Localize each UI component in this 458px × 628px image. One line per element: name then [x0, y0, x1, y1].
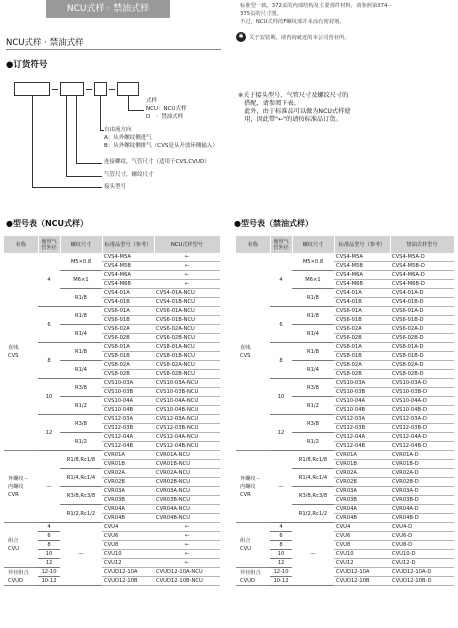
tube-od-cell: 8: [38, 541, 60, 550]
standard-model-cell: CVS8-01A: [102, 343, 154, 352]
standard-model-cell: CVS12-04B: [102, 442, 154, 451]
spec-model-cell: CVS12-04B-D: [390, 442, 454, 451]
thread-size-cell: R1/8: [292, 289, 334, 307]
group-name-cell: [4, 451, 38, 523]
spec-model-cell: CVS6-01B-NCU: [154, 316, 220, 325]
standard-model-cell: CVS6-02A: [334, 325, 390, 334]
standard-model-cell: CVS8-02A: [102, 361, 154, 370]
standard-model-cell: CVU8: [102, 541, 154, 550]
tube-od-cell: 10-12: [38, 577, 60, 586]
thread-size-cell: R1/4,Rc1/4: [292, 469, 334, 487]
tube-od-cell: 12: [38, 415, 60, 451]
standard-model-cell: CVU4: [334, 523, 390, 532]
spec-model-cell: ←: [154, 550, 220, 559]
standard-model-cell: CVU6: [102, 532, 154, 541]
standard-model-cell: CVS8-01A: [334, 343, 390, 352]
flow-title: 自由流方向: [104, 127, 132, 133]
spec-model-cell: CVS12-03A-D: [390, 415, 454, 424]
spec-model-cell: CVU12-D: [390, 559, 454, 568]
table-row: [236, 568, 454, 577]
spec-model-cell: CVS12-04B-NCU: [154, 442, 220, 451]
spec-model-cell: CVS12-04A-NCU: [154, 433, 220, 442]
spec-model-cell: CVUD12-10B-D: [390, 577, 454, 586]
thread-size-cell: R1/8: [292, 307, 334, 325]
spec-model-cell: CVS4-M5B-D: [390, 262, 454, 271]
standard-model-cell: CVS8-02B: [102, 370, 154, 379]
spec-model-cell: CVR04A-NCU: [154, 505, 220, 514]
d-table-title: ●型号表（禁油式样）: [234, 219, 313, 228]
standard-model-cell: CVR01A: [334, 451, 390, 460]
spec-model-cell: CVS6-02A-D: [390, 325, 454, 334]
standard-model-cell: CVS12-04A: [334, 433, 390, 442]
standard-model-cell: CVS10-03A: [334, 379, 390, 388]
standard-model-cell: CVU10: [102, 550, 154, 559]
standard-model-cell: CVS4-M6A: [102, 271, 154, 280]
tube-od-cell: 6: [270, 307, 292, 343]
standard-model-cell: CVU8: [334, 541, 390, 550]
spec-model-cell: ←: [154, 253, 220, 262]
order-code-heading: ●订货符号: [6, 60, 48, 70]
thread-size-cell: R1/4,Rc1/4: [60, 469, 102, 487]
spec-model-cell: CVS4-M6A-D: [390, 271, 454, 280]
standard-model-cell: CVR02A: [102, 469, 154, 478]
table-row: [236, 253, 454, 262]
group-name-line: 直线: [240, 344, 251, 351]
spec-model-cell: CVR03A-NCU: [154, 487, 220, 496]
spec-model-cell: CVR01A-NCU: [154, 451, 220, 460]
spec-model-cell: CVR02A-D: [390, 469, 454, 478]
spec-model-cell: CVS10-03B-NCU: [154, 388, 220, 397]
standard-model-cell: CVS6-02B: [334, 334, 390, 343]
thread-size-cell: R1/2: [292, 433, 334, 451]
standard-model-cell: CVR03A: [102, 487, 154, 496]
group-name-line: 外螺纹－: [8, 475, 29, 482]
section-tab: NCU式样 · 禁油式样: [46, 0, 170, 18]
thread-size-cell: R1/8: [60, 343, 102, 361]
spec-model-cell: CVS6-02B-NCU: [154, 334, 220, 343]
thread-size-cell: R1/8: [292, 343, 334, 361]
spec-model-cell: CVS8-02B-D: [390, 370, 454, 379]
standard-model-cell: CVR02B: [334, 478, 390, 487]
spec-model-cell: CVUD12-10A-NCU: [154, 568, 220, 577]
standard-model-cell: CVS12-04A: [102, 433, 154, 442]
spec-model-cell: CVUD12-10B-NCU: [154, 577, 220, 586]
standard-model-cell: CVS10-03A: [102, 379, 154, 388]
spec-model-cell: CVS8-01B-NCU: [154, 352, 220, 361]
standard-model-cell: CVS4-01B: [102, 298, 154, 307]
spec-model-cell: CVS4-01A-NCU: [154, 289, 220, 298]
standard-model-cell: CVS4-01A: [102, 289, 154, 298]
spec-model-cell: CVS10-03B-D: [390, 388, 454, 397]
spec-model-cell: CVS6-02B-D: [390, 334, 454, 343]
group-name-line: CVS: [240, 352, 251, 359]
thread-size-cell: R1/8: [60, 289, 102, 307]
spec-model-cell: CVS4-M6B-D: [390, 280, 454, 289]
spec-model-cell: CVS8-01B-D: [390, 352, 454, 361]
tube-od-cell: 6: [38, 532, 60, 541]
tube-od-cell: 10: [38, 550, 60, 559]
standard-model-cell: CVS12-03A: [102, 415, 154, 424]
standard-model-cell: CVS6-01B: [334, 316, 390, 325]
tube-od-cell: 12: [38, 559, 60, 568]
spec-model-cell: ←: [154, 271, 220, 280]
standard-model-cell: CVS6-01A: [334, 307, 390, 316]
thread-size-cell: R1/2: [292, 397, 334, 415]
thread-size-cell: M6×1: [60, 271, 102, 289]
thread-size-cell: R1/4: [60, 325, 102, 343]
order-note-line: 搭配，请参阅下表。: [238, 100, 300, 107]
thread-size-cell: R3/8: [292, 415, 334, 433]
col-header: 名称: [236, 236, 270, 253]
spec-model-cell: CVS10-04B-NCU: [154, 406, 220, 415]
thread-size-cell: R1/8: [60, 307, 102, 325]
standard-model-cell: CVS4-M5A: [334, 253, 390, 262]
thread-size-cell: —: [60, 523, 102, 586]
thread-size-cell: R3/8,Rc3/8: [292, 487, 334, 505]
standard-model-cell: CVR04A: [334, 505, 390, 514]
standard-model-cell: CVR01B: [102, 460, 154, 469]
spec-model-cell: CVR02A-NCU: [154, 469, 220, 478]
spec-model-cell: ←: [154, 559, 220, 568]
standard-model-cell: CVS10-03B: [334, 388, 390, 397]
standard-model-cell: CVR03A: [334, 487, 390, 496]
spec-model-cell: CVR01A-D: [390, 451, 454, 460]
ncu-model-table: [4, 236, 221, 586]
tube-label: 气管尺寸，螺纹尺寸: [104, 172, 154, 178]
code-dash: [109, 89, 115, 90]
col-header: NCU式样型号: [154, 236, 220, 253]
standard-model-cell: CVUD12-10A: [102, 568, 154, 577]
group-name-line: 外螺纹－: [240, 475, 261, 482]
thread-size-cell: R1/4: [292, 361, 334, 379]
standard-model-cell: CVS4-M6B: [334, 280, 390, 289]
tube-od-cell: 12-10: [38, 568, 60, 577]
spec-model-cell: CVS8-02A-NCU: [154, 361, 220, 370]
standard-model-cell: CVS8-01B: [102, 352, 154, 361]
col-header: 螺纹尺寸: [292, 236, 334, 253]
standard-model-cell: CVS4-01A: [334, 289, 390, 298]
group-name-line: 组合: [240, 538, 251, 545]
warning-text: 关于安装期，请咨询就近的本公司营业所。: [249, 35, 350, 41]
warning-row: [236, 32, 350, 42]
spec-model-cell: CVU4-D: [390, 523, 454, 532]
group-name-line: CVUD: [240, 577, 255, 584]
standard-model-cell: CVU6: [334, 532, 390, 541]
tube-od-cell: 12: [270, 415, 292, 451]
thread-size-cell: M5×0.8: [292, 253, 334, 271]
standard-model-cell: CVR04B: [102, 514, 154, 523]
group-name-cell: [236, 451, 270, 523]
spec-model-cell: ←: [154, 262, 220, 271]
spec-model-cell: CVUD12-10A-D: [390, 568, 454, 577]
thread-label: 连接螺纹，气管尺寸（适用于CVS,CVUD）: [104, 159, 210, 165]
standard-model-cell: CVS4-M5A: [102, 253, 154, 262]
standard-model-cell: CVS4-01B: [334, 298, 390, 307]
standard-model-cell: CVUD12-10B: [334, 577, 390, 586]
flow-a: A：从外螺纹侧进气: [104, 135, 152, 141]
tube-od-cell: 4: [38, 523, 60, 532]
spec-model-cell: CVR01B-NCU: [154, 460, 220, 469]
spec-model-cell: CVS10-03A-D: [390, 379, 454, 388]
col-header: 螺纹尺寸: [60, 236, 102, 253]
spec-d: D ：禁油式样: [146, 114, 184, 120]
col-header: 使用气管外径: [270, 236, 292, 253]
spec-model-cell: CVR01B-D: [390, 460, 454, 469]
table-row: [4, 568, 220, 577]
spec-model-cell: CVS10-04A-NCU: [154, 397, 220, 406]
standard-model-cell: CVS6-02A: [102, 325, 154, 334]
flow-b: B：从外螺纹侧排气（CVS是从开放环侧输入）: [104, 143, 218, 149]
table-row: [236, 451, 454, 460]
group-name-line: 内螺纹: [240, 483, 256, 490]
spec-model-cell: ←: [154, 280, 220, 289]
col-header: 使用气管外径: [38, 236, 60, 253]
thread-size-cell: R1/2: [60, 433, 102, 451]
group-name-line: CVS: [8, 352, 19, 359]
spec-model-cell: CVU8-D: [390, 541, 454, 550]
standard-model-cell: CVS8-01B: [334, 352, 390, 361]
spec-model-cell: CVS4-01B-D: [390, 298, 454, 307]
flow-box: [94, 82, 107, 96]
tube-od-cell: 4: [270, 523, 292, 532]
spec-model-cell: CVS12-04A-D: [390, 433, 454, 442]
spec-model-cell: CVS12-03B-D: [390, 424, 454, 433]
group-name-cell: [4, 523, 38, 568]
standard-model-cell: CVU12: [334, 559, 390, 568]
tube-od-cell: 10-12: [270, 577, 292, 586]
standard-model-cell: CVS12-04B: [334, 442, 390, 451]
table-row: [4, 253, 220, 262]
spec-model-cell: CVS6-01B-D: [390, 316, 454, 325]
standard-model-cell: CVS6-02B: [102, 334, 154, 343]
tube-od-cell: —: [38, 451, 60, 523]
standard-model-cell: CVUD12-10A: [334, 568, 390, 577]
spec-model-cell: CVS8-01A-D: [390, 343, 454, 352]
tube-od-cell: 10: [270, 550, 292, 559]
standard-model-cell: CVR02B: [102, 478, 154, 487]
thread-size-cell: R1/2: [60, 397, 102, 415]
oil-free-model-table: [236, 236, 455, 586]
tube-od-cell: 10: [38, 379, 60, 415]
title-divider: [6, 49, 221, 50]
thread-size-cell: R3/8,Rc3/8: [60, 487, 102, 505]
order-note-line: ※关于接头型号、气管尺寸及螺纹尺寸的: [238, 92, 349, 99]
thread-size-cell: R1/4: [292, 325, 334, 343]
spec-model-cell: CVS12-03B-NCU: [154, 424, 220, 433]
standard-model-cell: CVR02A: [334, 469, 390, 478]
spec-model-cell: CVU10-D: [390, 550, 454, 559]
tube-od-cell: 4: [270, 253, 292, 307]
spec-model-cell: CVS6-01A-D: [390, 307, 454, 316]
spec-model-cell: CVR02B-NCU: [154, 478, 220, 487]
standard-model-cell: CVS8-02B: [334, 370, 390, 379]
standard-model-cell: CVS10-04B: [102, 406, 154, 415]
tube-od-cell: 10: [270, 379, 292, 415]
page-title: NCU式样 · 禁油式样: [6, 38, 84, 48]
spec-model-cell: CVS12-03A-NCU: [154, 415, 220, 424]
order-note-line: 用，因此带"←"的请按标准品订货。: [238, 116, 342, 123]
standard-model-cell: CVS12-03B: [334, 424, 390, 433]
spec-model-cell: ←: [154, 532, 220, 541]
tube-od-cell: 12-10: [270, 568, 292, 577]
standard-model-cell: CVS4-M5B: [102, 262, 154, 271]
standard-model-cell: CVR01A: [102, 451, 154, 460]
tube-od-cell: 6: [270, 532, 292, 541]
spec-model-cell: CVR04B-D: [390, 514, 454, 523]
standard-model-cell: CVS12-03B: [102, 424, 154, 433]
thread-size-cell: R3/8: [60, 415, 102, 433]
standard-model-cell: CVR03B: [102, 496, 154, 505]
thread-size-cell: R1/8,Rc1/8: [60, 451, 102, 469]
spec-model-cell: CVS4-01B-NCU: [154, 298, 220, 307]
table-row: [4, 451, 220, 460]
standard-model-cell: CVS4-M6B: [102, 280, 154, 289]
warning-icon: ✱: [236, 32, 246, 42]
spec-model-cell: CVS6-02A-NCU: [154, 325, 220, 334]
table-row: [236, 523, 454, 532]
thread-size-cell: M6×1: [292, 271, 334, 289]
group-name-line: 异径组合: [8, 569, 29, 576]
thread-size-cell: R1/2,Rc1/2: [60, 505, 102, 523]
group-name-cell: [4, 253, 38, 451]
standard-model-cell: CVU4: [102, 523, 154, 532]
code-dash: [52, 89, 58, 90]
group-name-cell: [236, 523, 270, 568]
standard-model-cell: CVU10: [334, 550, 390, 559]
spec-model-cell: CVR04A-D: [390, 505, 454, 514]
thread-size-cell: M5×0.8: [60, 253, 102, 271]
spec-model-cell: CVR02B-D: [390, 478, 454, 487]
tube-od-cell: 4: [38, 253, 60, 307]
thread-size-cell: R1/8,Rc1/8: [292, 451, 334, 469]
group-name-line: 组合: [8, 538, 19, 545]
standard-model-cell: CVS10-03B: [102, 388, 154, 397]
thread-size-cell: —: [292, 523, 334, 586]
group-name-line: CVU: [8, 546, 19, 553]
standard-model-cell: CVS10-04B: [334, 406, 390, 415]
tube-od-cell: —: [270, 451, 292, 523]
order-note: [238, 92, 454, 124]
spec-model-cell: CVR03B-D: [390, 496, 454, 505]
spec-model-cell: CVR03A-D: [390, 487, 454, 496]
spec-model-cell: ←: [154, 523, 220, 532]
spec-box: [117, 82, 139, 96]
standard-model-cell: CVR04A: [102, 505, 154, 514]
code-dash: [86, 89, 92, 90]
model-box: [14, 82, 50, 96]
col-header: 标准品型号（参考）: [334, 236, 390, 253]
standard-model-cell: CVS12-03A: [334, 415, 390, 424]
thread-size-cell: R3/8: [292, 379, 334, 397]
spec-model-cell: CVS10-04A-D: [390, 397, 454, 406]
standard-model-cell: CVU12: [102, 559, 154, 568]
group-name-line: 异径组合: [240, 569, 261, 576]
group-name-line: CVR: [240, 491, 251, 498]
spec-model-cell: CVS4-M5A-D: [390, 253, 454, 262]
spec-model-cell: CVS4-01A-D: [390, 289, 454, 298]
group-name-cell: [4, 568, 38, 586]
spec-model-cell: CVS10-04B-D: [390, 406, 454, 415]
spec-title: 式样: [146, 98, 158, 104]
col-header: 禁油式样型号: [390, 236, 454, 253]
tube-od-cell: 8: [270, 343, 292, 379]
tube-od-cell: 8: [38, 343, 60, 379]
tube-od-cell: 8: [270, 541, 292, 550]
standard-model-cell: CVS6-01B: [102, 316, 154, 325]
spec-ncu: NCU：NCU式样: [146, 106, 187, 112]
standard-model-cell: CVUD12-10B: [102, 577, 154, 586]
thread-size-cell: R1/4: [60, 361, 102, 379]
group-name-cell: [236, 568, 270, 586]
spec-model-cell: CVS8-02A-D: [390, 361, 454, 370]
table-row: [4, 523, 220, 532]
standard-model-cell: CVS8-02A: [334, 361, 390, 370]
group-name-line: CVU: [240, 546, 251, 553]
group-name-line: CVUD: [8, 577, 23, 584]
spec-model-cell: ←: [154, 541, 220, 550]
standard-model-cell: CVR01B: [334, 460, 390, 469]
top-note: [240, 2, 454, 26]
tube-od-cell: 6: [38, 307, 60, 343]
tube-od-cell: 12: [270, 559, 292, 568]
group-name-line: CVR: [8, 491, 19, 498]
top-note-line: 375页的尺寸图。: [240, 11, 282, 17]
spec-model-cell: CVS6-01A-NCU: [154, 307, 220, 316]
standard-model-cell: CVS10-04A: [334, 397, 390, 406]
standard-model-cell: CVS6-01A: [102, 307, 154, 316]
group-name-cell: [236, 253, 270, 451]
tube-box: [60, 82, 84, 96]
spec-model-cell: CVR04B-NCU: [154, 514, 220, 523]
thread-size-cell: R1/2,Rc1/2: [292, 505, 334, 523]
col-header: 名称: [4, 236, 38, 253]
standard-model-cell: CVS10-04A: [102, 397, 154, 406]
spec-model-cell: CVS8-01A-NCU: [154, 343, 220, 352]
standard-model-cell: CVR03B: [334, 496, 390, 505]
thread-size-cell: R3/8: [60, 379, 102, 397]
group-name-line: 内螺纹: [8, 483, 24, 490]
top-note-line: 不过，NCU式样的F螺纹部并未涂有密封剂。: [240, 19, 345, 25]
standard-model-cell: CVS4-M5B: [334, 262, 390, 271]
standard-model-cell: CVS4-M6A: [334, 271, 390, 280]
ncu-table-title: ●型号表（NCU式样）: [6, 219, 89, 228]
spec-model-cell: CVS10-03A-NCU: [154, 379, 220, 388]
group-name-line: 直线: [8, 344, 19, 351]
model-label: 接头型号: [104, 184, 127, 190]
col-header: 标准品型号（参考）: [102, 236, 154, 253]
spec-model-cell: CVS8-02B-NCU: [154, 370, 220, 379]
order-note-line: 此外，由于标准品可以做为NCU式样使: [238, 108, 351, 115]
standard-model-cell: CVR04B: [334, 514, 390, 523]
spec-model-cell: CVU6-D: [390, 532, 454, 541]
top-note-line: 标准型一致。372页的内部结构及主要部件材料，请参照第374－: [240, 3, 393, 9]
spec-model-cell: CVR03B-NCU: [154, 496, 220, 505]
